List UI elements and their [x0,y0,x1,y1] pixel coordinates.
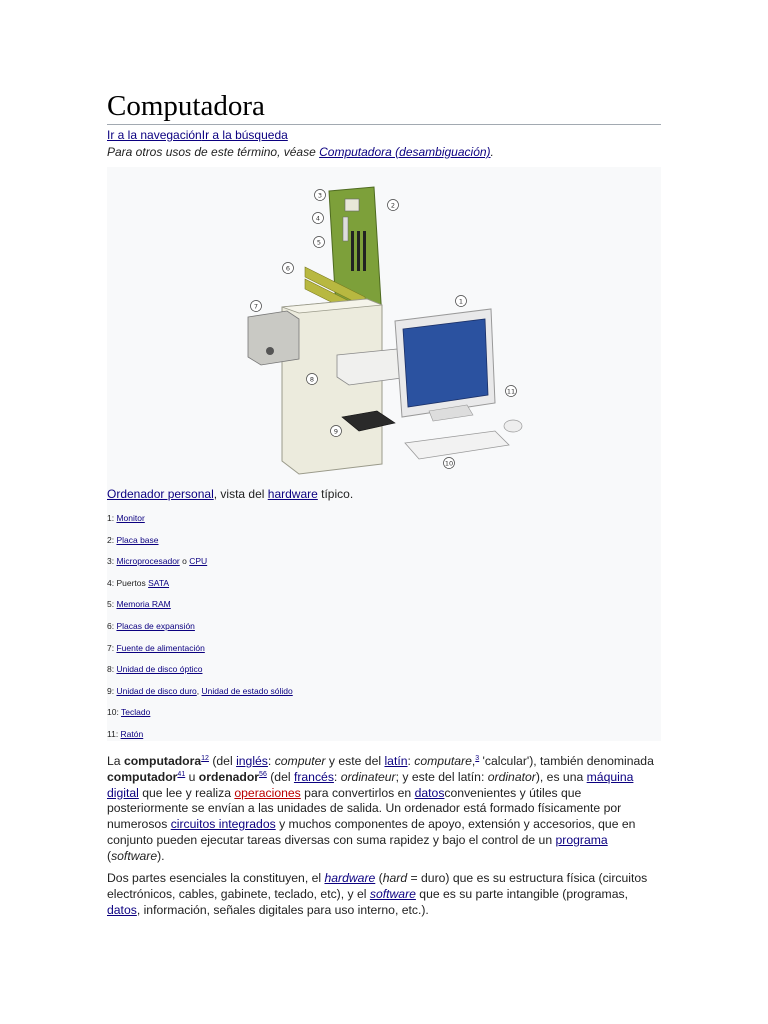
link-hardware[interactable]: hardware [324,871,376,885]
legend-link-optical-drive[interactable]: Unidad de disco óptico [116,664,203,675]
figure-caption: Ordenador personal, vista del hardware típico. [107,487,354,501]
power-supply-icon [248,311,299,365]
callout-7: 7 [253,302,259,311]
figure-legend [107,513,293,751]
callout-11: 11 [506,387,516,396]
link-operaciones[interactable]: operaciones [234,785,301,800]
link-maquina-digital[interactable]: máquina digital [107,769,634,800]
intro-paragraph: La computadora$^{12}$ (del inglés: computer y este del latín: computare,$^3$ 'calcular'), también denominada computador$^{41}$ u ordenador$^{56}$ (del francés: ordinateur; y este del latín: ordinator), es una máquina digital que lee y realiza operaciones para convertirlos en datosconvenientes y útiles que posteriormente se envían a las unidades de salida. Un ordenador está formado físicamente por numerosos circuitos integrados y muchos componentes de apoyo, extensión y accesorios, que en conjunto pueden ejecutar tareas diversas con suma rapidez y bajo el control de un programa (software). [107,754,654,863]
legend-item: 7: Fuente de alimentación [107,642,205,653]
legend-item: 11: Ratón [107,728,144,739]
reference-link[interactable]: 12 [201,754,209,762]
legend-link-monitor[interactable]: Monitor [116,513,145,523]
legend-link-hard-disk[interactable]: Unidad de disco duro [116,685,197,696]
caption-link-personal-computer[interactable]: Ordenador personal [107,487,214,501]
caption-link-hardware[interactable]: hardware [267,487,318,501]
callout-9: 9 [333,427,339,436]
callout-3: 3 [317,191,323,200]
link-ingles[interactable]: inglés [236,754,268,768]
mouse-icon [504,420,522,432]
hatnote: Para otros usos de este término, véase Computadora (desambiguación). [107,145,494,159]
callout-6: 6 [285,264,291,273]
jump-links [107,128,288,143]
link-frances[interactable]: francés [293,769,334,784]
link-latin[interactable]: latín [384,754,408,768]
legend-link-cpu[interactable]: CPU [189,556,208,567]
legend-item: 5: Memoria RAM [107,599,171,610]
legend-link-ram[interactable]: Memoria RAM [116,599,171,610]
keyboard-icon [405,431,509,459]
link-software[interactable]: software [369,886,416,901]
reference-link[interactable]: 3 [475,754,480,762]
legend-link-expansion-cards[interactable]: Placas de expansión [116,620,195,631]
legend-item: 3: Microprocesador o CPU [107,556,208,567]
computer-parts-illustration [247,179,537,479]
link-datos[interactable]: datos [414,785,445,800]
legend-link-keyboard[interactable]: Teclado [121,707,151,718]
jump-to-navigation-link[interactable]: Ir a la navegación [107,128,202,142]
callout-10: 10 [444,459,454,468]
legend-item: 4: Puertos SATA [107,577,170,588]
legend-item: 9: Unidad de disco duro, Unidad de estado sólido [107,685,293,696]
legend-item: 10: Teclado [107,707,151,718]
legend-link-power-supply[interactable]: Fuente de alimentación [116,642,205,653]
callout-5: 5 [316,238,322,247]
link-circuitos-integrados[interactable]: circuitos integrados [170,817,276,832]
disambiguation-link[interactable]: Computadora (desambiguación) [319,145,491,159]
legend-item: 1: Monitor [107,513,145,523]
legend-item: 6: Placas de expansión [107,620,195,631]
link-datos-2[interactable]: datos [107,902,137,917]
legend-link-sata[interactable]: SATA [148,577,170,588]
figure-box [107,167,661,741]
legend-link-ssd[interactable]: Unidad de estado sólido [201,685,293,696]
callout-4: 4 [315,214,321,223]
legend-link-motherboard[interactable]: Placa base [116,534,159,545]
callout-8: 8 [309,375,315,384]
link-programa[interactable]: programa [555,832,608,847]
callout-2: 2 [390,201,396,210]
legend-link-microprocessor[interactable]: Microprocesador [116,556,180,567]
reference-link[interactable]: 56 [259,770,267,778]
jump-to-search-link[interactable]: Ir a la búsqueda [201,128,288,142]
callout-1: 1 [458,297,464,306]
legend-link-mouse[interactable]: Ratón [120,728,144,739]
legend-item: 2: Placa base [107,534,159,545]
reference-link[interactable]: 41 [177,770,186,778]
legend-item: 8: Unidad de disco óptico [107,664,203,675]
second-paragraph: Dos partes esenciales la constituyen, el hardware (hard = duro) que es su estructura física (circuitos electrónicos, cables, gabinete, teclado, etc), y el software que es su parte intangible (programas, datos, información, señales digitales para uso interno, etc.). [107,871,648,917]
page-title: Computadora [107,88,661,125]
